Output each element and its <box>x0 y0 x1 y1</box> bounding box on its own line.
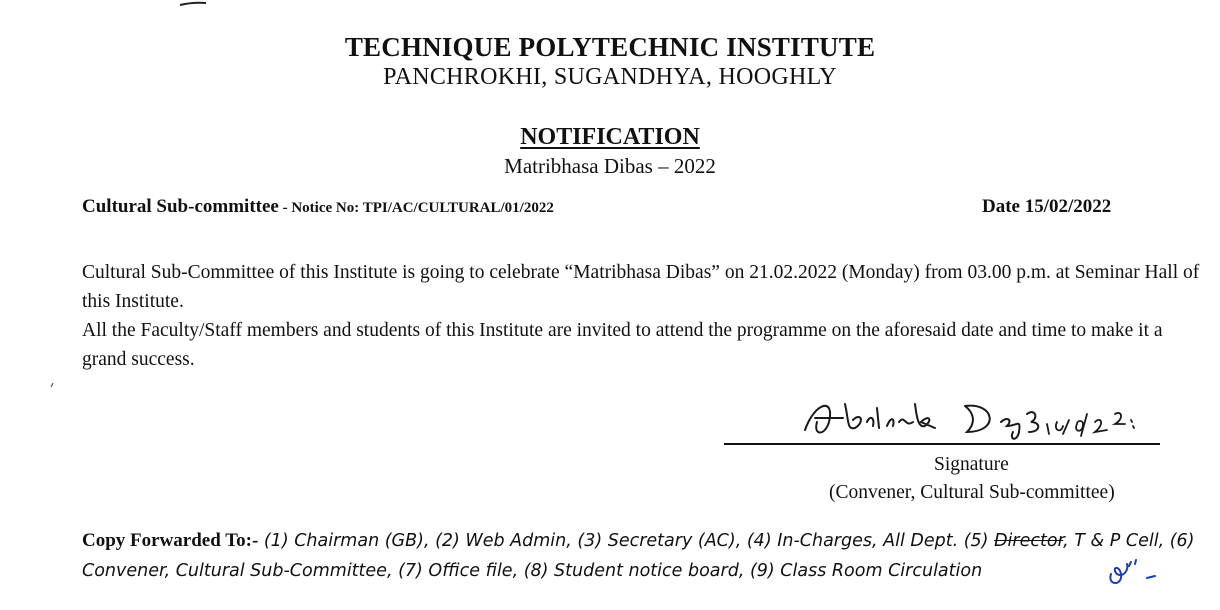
notice-body <box>82 258 1202 374</box>
body-paragraph-2: All the Faculty/Staff members and students of this Institute are invited to attend the programme on the aforesaid date and time to make it a grand success. <box>82 320 1163 370</box>
notification-title: NOTIFICATION <box>520 124 700 150</box>
body-paragraph-1: Cultural Sub-Committee of this Institute is going to celebrate “Matribhasa Dibas” on 21.02.2022 (Monday) from 03.00 p.m. at Seminar Hall of this Institute. <box>82 262 1200 312</box>
institute-address: PANCHROKHI, SUGANDHYA, HOOGHLY <box>383 64 837 90</box>
handwritten-initial <box>1103 556 1167 588</box>
notification-subject: Matribhasa Dibas – 2022 <box>504 154 716 178</box>
copy-forwarded-list-part-2: , T & P Cell, (6) Convener, Cultural Sub-Committee, (7) Office file, (8) Student notice board, (9) Class Room Circulation <box>82 531 1195 581</box>
notice-number: - Notice No: TPI/AC/CULTURAL/01/2022 <box>278 200 554 216</box>
struck-recipient: Director <box>994 531 1064 551</box>
notice-date: Date 15/02/2022 <box>982 196 1112 217</box>
copy-forwarded-list-part-1: (1) Chairman (GB), (2) Web Admin, (3) Secretary (AC), (4) In-Charges, All Dept. (5) <box>258 531 995 551</box>
stray-dot <box>50 375 56 381</box>
signature-line <box>724 443 1160 445</box>
handwritten-signature <box>795 392 1155 444</box>
notice-reference <box>82 196 554 218</box>
signature-label: Signature <box>934 454 1009 475</box>
institute-name: TECHNIQUE POLYTECHNIC INSTITUTE <box>344 32 876 62</box>
stray-pen-mark <box>178 0 208 8</box>
copy-forwarded-to <box>82 526 1207 586</box>
signatory-role: (Convener, Cultural Sub-committee) <box>829 482 1115 503</box>
copy-forwarded-lead: Copy Forwarded To:- <box>82 530 259 551</box>
committee-name: Cultural Sub-committee <box>82 196 279 217</box>
